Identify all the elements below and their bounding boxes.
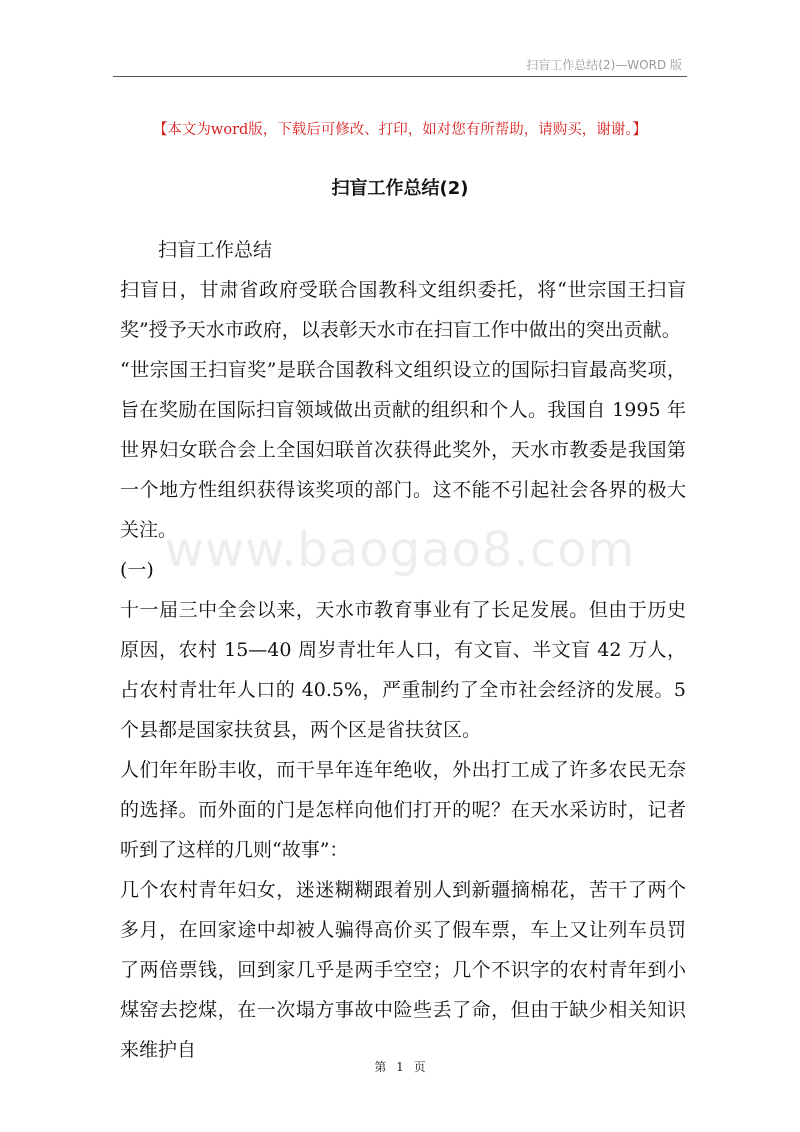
purchase-notice: 【本文为word版，下载后可修改、打印，如对您有所帮助，请购买，谢谢。】 (152, 122, 648, 138)
page-number: 1 (396, 1060, 404, 1074)
watermark: www.baogao8.com (164, 522, 636, 578)
paragraph: 人们年年盼丰收，而干旱年连年绝收，外出打工成了许多农民无奈的选择。而外面的门是怎样向他们打开的呢？在天水采访时，记者听到了这样的几则“故事”： (120, 759, 686, 861)
document-title: 扫盲工作总结(2) (331, 178, 469, 199)
paragraph: 几个农村青年妇女，迷迷糊糊跟着别人到新疆摘棉花，苦干了两个多月，在回家途中却被人骗得高价买了假车票，车上又让列车员罚了两倍票钱，回到家几乎是两手空空；几个不识字的农村青年到小煤窑去挖煤，在一次塌方事故中险些丢了命，但由于缺少相关知识来维护自 (120, 879, 686, 1061)
section-heading: 扫盲工作总结 (158, 239, 273, 261)
document-body (120, 230, 686, 1070)
paragraph: “世宗国王扫盲奖”是联合国教科文组织设立的国际扫盲最高奖项，旨在奖励在国际扫盲领域做出贡献的组织和个人。我国自 1995 年世界妇女联合会上全国妇联首次获得此奖外，天水市教委是我国第一个地方性组织获得该奖项的部门。这不能不引起社会各界的极大关注。 (120, 359, 686, 541)
page-label-prefix: 第 (374, 1060, 387, 1074)
paragraph: 扫盲日，甘肃省政府受联合国教科文组织委托，将“世宗国王扫盲奖”授予天水市政府，以表彰天水市在扫盲工作中做出的突出贡献。 (120, 279, 686, 341)
section-number: (一) (120, 559, 154, 581)
paragraph: 十一届三中全会以来，天水市教育事业有了长足发展。但由于历史原因，农村 15—40 周岁青壮年人口，有文盲、半文盲 42 万人，占农村青壮年人口的 40.5%，严重制约了全市社会经济的发展。5 个县都是国家扶贫县，两个区是省扶贫区。 (120, 599, 686, 741)
running-header: 扫盲工作总结(2)—WORD 版 (526, 58, 682, 72)
page-label-suffix: 页 (413, 1060, 426, 1074)
page-footer (0, 1058, 800, 1075)
header-divider (113, 76, 687, 77)
